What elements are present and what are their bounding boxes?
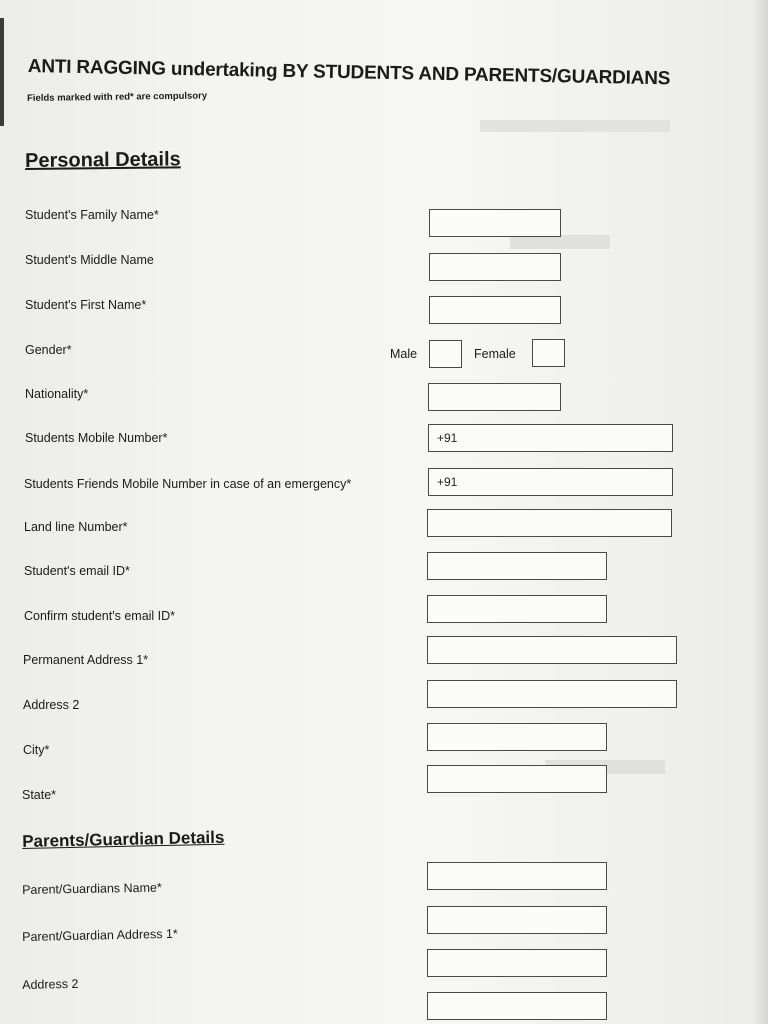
page-shadow: [754, 0, 768, 1024]
first-name-field[interactable]: [429, 296, 561, 324]
gender-female-checkbox[interactable]: [532, 339, 565, 367]
guardian-name-field[interactable]: [427, 862, 607, 890]
friends-mobile-label: Students Friends Mobile Number in case of an emergency*: [24, 477, 352, 491]
email-label: Student's email ID*: [24, 564, 130, 578]
city-field[interactable]: [427, 723, 607, 751]
family-name-field[interactable]: [429, 209, 561, 237]
address2-field[interactable]: [427, 680, 677, 708]
show-through: [480, 120, 670, 132]
gender-female-label: Female: [474, 347, 516, 361]
gender-male-checkbox[interactable]: [429, 340, 462, 368]
required-note: Fields marked with red* are compulsory: [27, 90, 208, 104]
section-guardian-details: Parents/Guardian Details: [22, 827, 225, 851]
guardian-address1-label: Parent/Guardian Address 1*: [22, 926, 178, 944]
guardian-address2-field[interactable]: [427, 949, 607, 977]
state-label: State*: [22, 788, 57, 802]
form-title: ANTI RAGGING undertaking BY STUDENTS AND PARENTS/GUARDIANS: [27, 56, 671, 90]
address1-field[interactable]: [427, 636, 677, 664]
address1-label: Permanent Address 1*: [23, 653, 149, 667]
guardian-address2-label: Address 2: [22, 976, 79, 992]
family-name-label: Student's Family Name*: [25, 208, 159, 222]
guardian-address1-field[interactable]: [427, 906, 607, 934]
first-name-label: Student's First Name*: [25, 298, 147, 312]
mobile-label: Students Mobile Number*: [25, 431, 168, 445]
confirm-email-field[interactable]: [427, 595, 607, 623]
nationality-label: Nationality*: [25, 387, 89, 401]
guardian-extra-field[interactable]: [427, 992, 607, 1020]
landline-label: Land line Number*: [24, 520, 128, 534]
gender-male-label: Male: [390, 347, 418, 361]
page-edge: [0, 18, 4, 126]
city-label: City*: [23, 743, 50, 757]
middle-name-field[interactable]: [429, 253, 561, 281]
mobile-field[interactable]: +91: [428, 424, 673, 452]
guardian-name-label: Parent/Guardians Name*: [22, 880, 162, 897]
address2-label: Address 2: [23, 698, 80, 712]
nationality-field[interactable]: [428, 383, 561, 411]
friends-mobile-field[interactable]: +91: [428, 468, 673, 496]
section-personal-details: Personal Details: [25, 148, 181, 172]
state-field[interactable]: [427, 765, 607, 793]
email-field[interactable]: [427, 552, 607, 580]
gender-label: Gender*: [25, 343, 72, 357]
middle-name-label: Student's Middle Name: [25, 253, 154, 267]
confirm-email-label: Confirm student's email ID*: [24, 609, 176, 623]
landline-field[interactable]: [427, 509, 672, 537]
show-through: [510, 235, 610, 249]
